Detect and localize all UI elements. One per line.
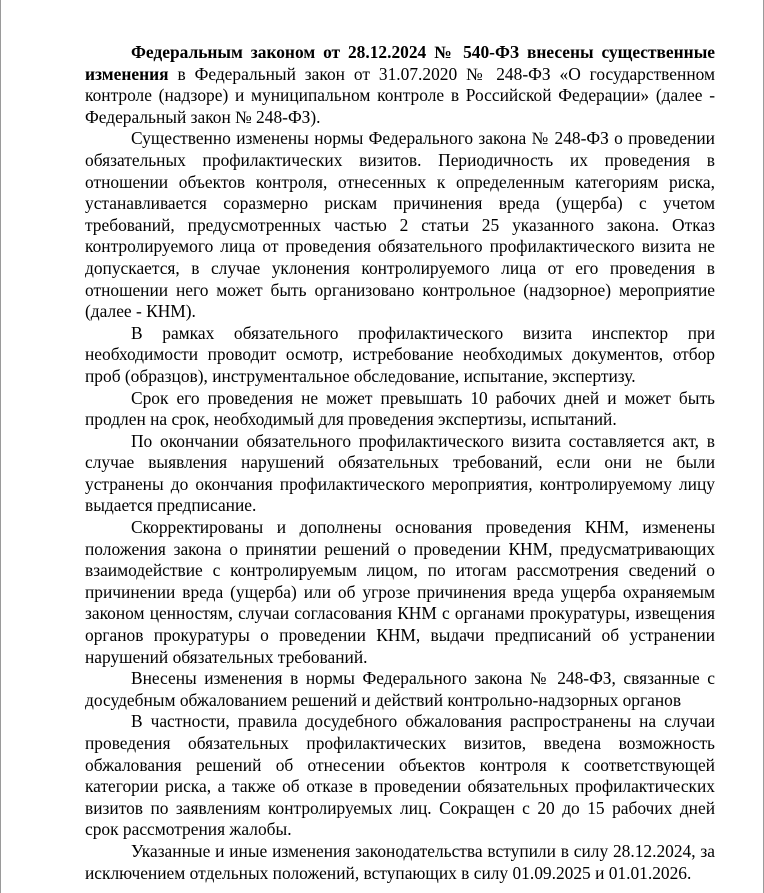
paragraph-1-text: в Федеральный закон от 31.07.2020 № 248-ФЗ «О государственном контроле (надзоре) и муниципальном контроле в Российской Федерации» (далее - Федеральный закон № 248-ФЗ). xyxy=(85,63,715,127)
paragraph-4: Срок его проведения не может превышать 10 рабочих дней и может быть продлен на срок, необходимый для проведения экспертизы, испытаний. xyxy=(85,387,715,430)
paragraph-1 xyxy=(85,42,715,128)
document-body xyxy=(85,42,715,884)
paragraph-7: Внесены изменения в нормы Федерального закона № 248-ФЗ, связанные с досудебным обжалованием решений и действий контрольно-надзорных органов xyxy=(85,668,715,710)
paragraph-1-bold-lead: Федеральным законом от 28.12.2024 № 540-ФЗ внесены существенные изменения xyxy=(85,42,715,84)
paragraph-8: В частности, правила досудебного обжалования распространены на случаи проведения обязательных профилактических визитов, введена возможность обжалования решений об отнесении объектов контроля к соответствующей категории риска, а также об отказе в проведении обязательных профилактических визитов по заявлениям контролируемых лиц. Сокращен с 20 до 15 рабочих дней срок рассмотрения жалобы. xyxy=(85,711,715,840)
paragraph-9: Указанные и иные изменения законодательства вступили в силу 28.12.2024, за исключением отдельных положений, вступающих в силу 01.09.2025 и 01.01.2026. xyxy=(85,840,715,883)
paragraph-3: В рамках обязательного профилактического визита инспектор при необходимости проводит осмотр, истребование необходимых документов, отбор проб (образцов), инструментальное обследование, испытание, экспертизу. xyxy=(85,322,715,386)
paragraph-2: Существенно изменены нормы Федерального закона № 248-ФЗ о проведении обязательных профилактических визитов. Периодичность их проведения в отношении объектов контроля, отнесенных к определенным категориям риска, устанавливается соразмерно рискам причинения вреда (ущерба) с учетом требований, предусмотренных частью 2 статьи 25 указанного закона. Отказ контролируемого лица от проведения обязательного профилактического визита не допускается, в случае уклонения контролируемого лица от его проведения в отношении него может быть организовано контрольное (надзорное) мероприятие (далее - КНМ). xyxy=(85,128,715,322)
paragraph-6: Скорректированы и дополнены основания проведения КНМ, изменены положения закона о принятии решений о проведении КНМ, предусматривающих взаимодействие с контролируемым лицом, по итогам рассмотрения сведений о причинении вреда (ущерба) или об угрозе причинения вреда ущерба охраняемым законом ценностям, случаи согласования КНМ с органами прокуратуры, извещения органов прокуратуры о проведении КНМ, выдачи предписаний об устранении нарушений обязательных требований. xyxy=(85,517,715,667)
paragraph-5: По окончании обязательного профилактического визита составляется акт, в случае выявления нарушений обязательных требований, если они не были устранены до окончания профилактического мероприятия, контролируемому лицу выдается предписание. xyxy=(85,430,715,516)
